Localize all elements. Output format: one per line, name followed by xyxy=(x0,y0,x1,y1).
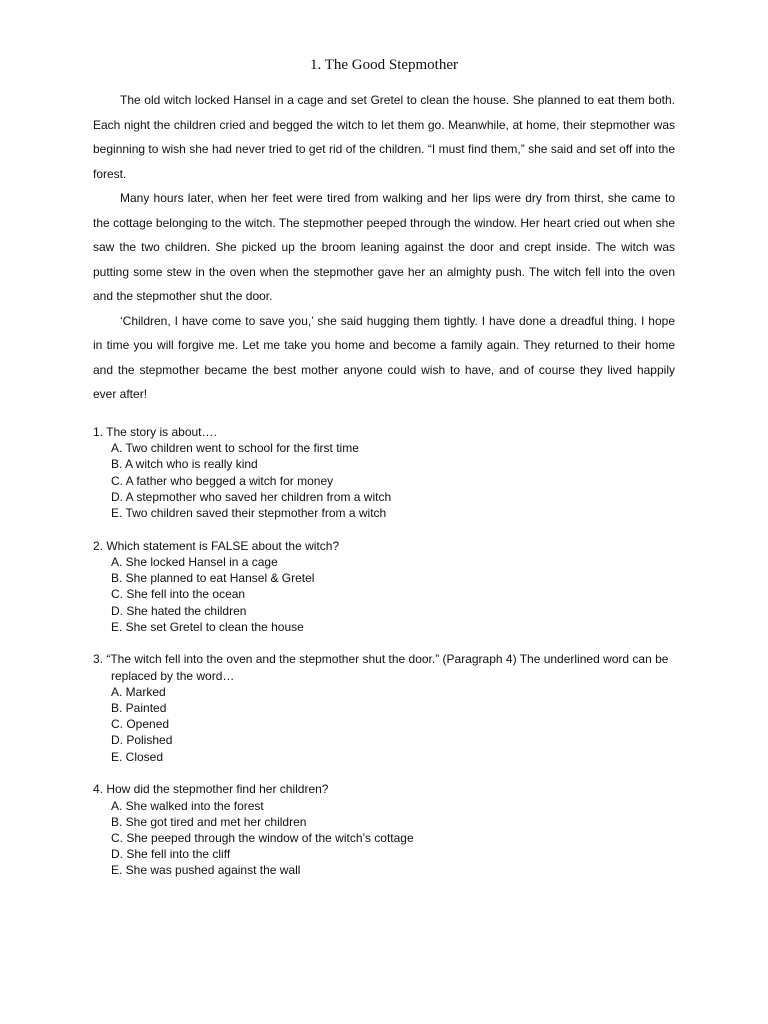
question-text: 1. The story is about…. xyxy=(93,425,217,439)
story-paragraph: ‘Children, I have come to save you,’ she said hugging them tightly. I have done a dreadful thing. I hope in time you will forgive me. Let me take you home and become a family again. They returned to their home and the stepmother became the best mother anyone could wish to have, and of course they lived happily ever after! xyxy=(93,313,675,401)
answer-option: C. Opened xyxy=(111,717,170,732)
question-text: 4. How did the stepmother find her children? xyxy=(93,782,329,797)
answer-option: B. She planned to eat Hansel & Gretel xyxy=(111,571,315,586)
answer-options xyxy=(93,684,693,765)
answer-option: C. A father who begged a witch for money xyxy=(111,473,334,488)
answer-option: E. She set Gretel to clean the house xyxy=(111,619,304,634)
answer-option: A. She walked into the forest xyxy=(111,798,264,813)
answer-option: A. She locked Hansel in a cage xyxy=(111,554,278,569)
question-2 xyxy=(93,538,693,635)
answer-option: B. A witch who is really kind xyxy=(111,457,258,472)
answer-option: D. She hated the children xyxy=(111,603,247,618)
answer-options xyxy=(93,798,693,879)
story-body xyxy=(93,88,675,407)
question-3 xyxy=(93,651,693,764)
question-4 xyxy=(93,781,693,878)
answer-option: E. Closed xyxy=(111,749,164,764)
answer-options xyxy=(93,440,693,521)
answer-options xyxy=(93,554,693,635)
answer-option: D. She fell into the cliff xyxy=(111,847,231,862)
question-list xyxy=(93,424,693,895)
answer-option: A. Marked xyxy=(111,684,166,699)
answer-option: C. She fell into the ocean xyxy=(111,587,246,602)
story-paragraph: The old witch locked Hansel in a cage and set Gretel to clean the house. She planned to eat them both. Each night the children cried and begged the witch to let them go. Meanwhile, at home, their stepmother was beginning to wish she had never tried to get rid of the children. “I must find them,” she said and set off into the forest. xyxy=(93,93,675,181)
question-text: 2. Which statement is FALSE about the witch? xyxy=(93,538,340,553)
story-paragraph: Many hours later, when her feet were tired from walking and her lips were dry from thirst, she came to the cottage belonging to the witch. The stepmother peeped through the window. Her heart cried out when she saw the two children. She picked up the broom leaning against the door and crept inside. The witch was putting some stew in the oven when the stepmother gave her an almighty push. The witch fell into the oven and the stepmother shut the door. xyxy=(93,191,675,303)
answer-option: A. Two children went to school for the first time xyxy=(111,441,359,456)
answer-option: E. Two children saved their stepmother from a witch xyxy=(111,506,387,521)
question-1 xyxy=(93,424,693,521)
answer-option: C. She peeped through the window of the witch’s cottage xyxy=(111,830,414,845)
page-title: 1. The Good Stepmother xyxy=(309,57,459,73)
answer-option: D. Polished xyxy=(111,733,173,748)
answer-option: B. She got tired and met her children xyxy=(111,814,307,829)
answer-option: D. A stepmother who saved her children from a witch xyxy=(111,489,392,504)
question-text: 3. “The witch fell into the oven and the stepmother shut the door.” (Paragraph 4) The underlined word can be replaced by the word… xyxy=(93,652,669,683)
answer-option: E. She was pushed against the wall xyxy=(111,863,301,878)
answer-option: B. Painted xyxy=(111,701,167,716)
